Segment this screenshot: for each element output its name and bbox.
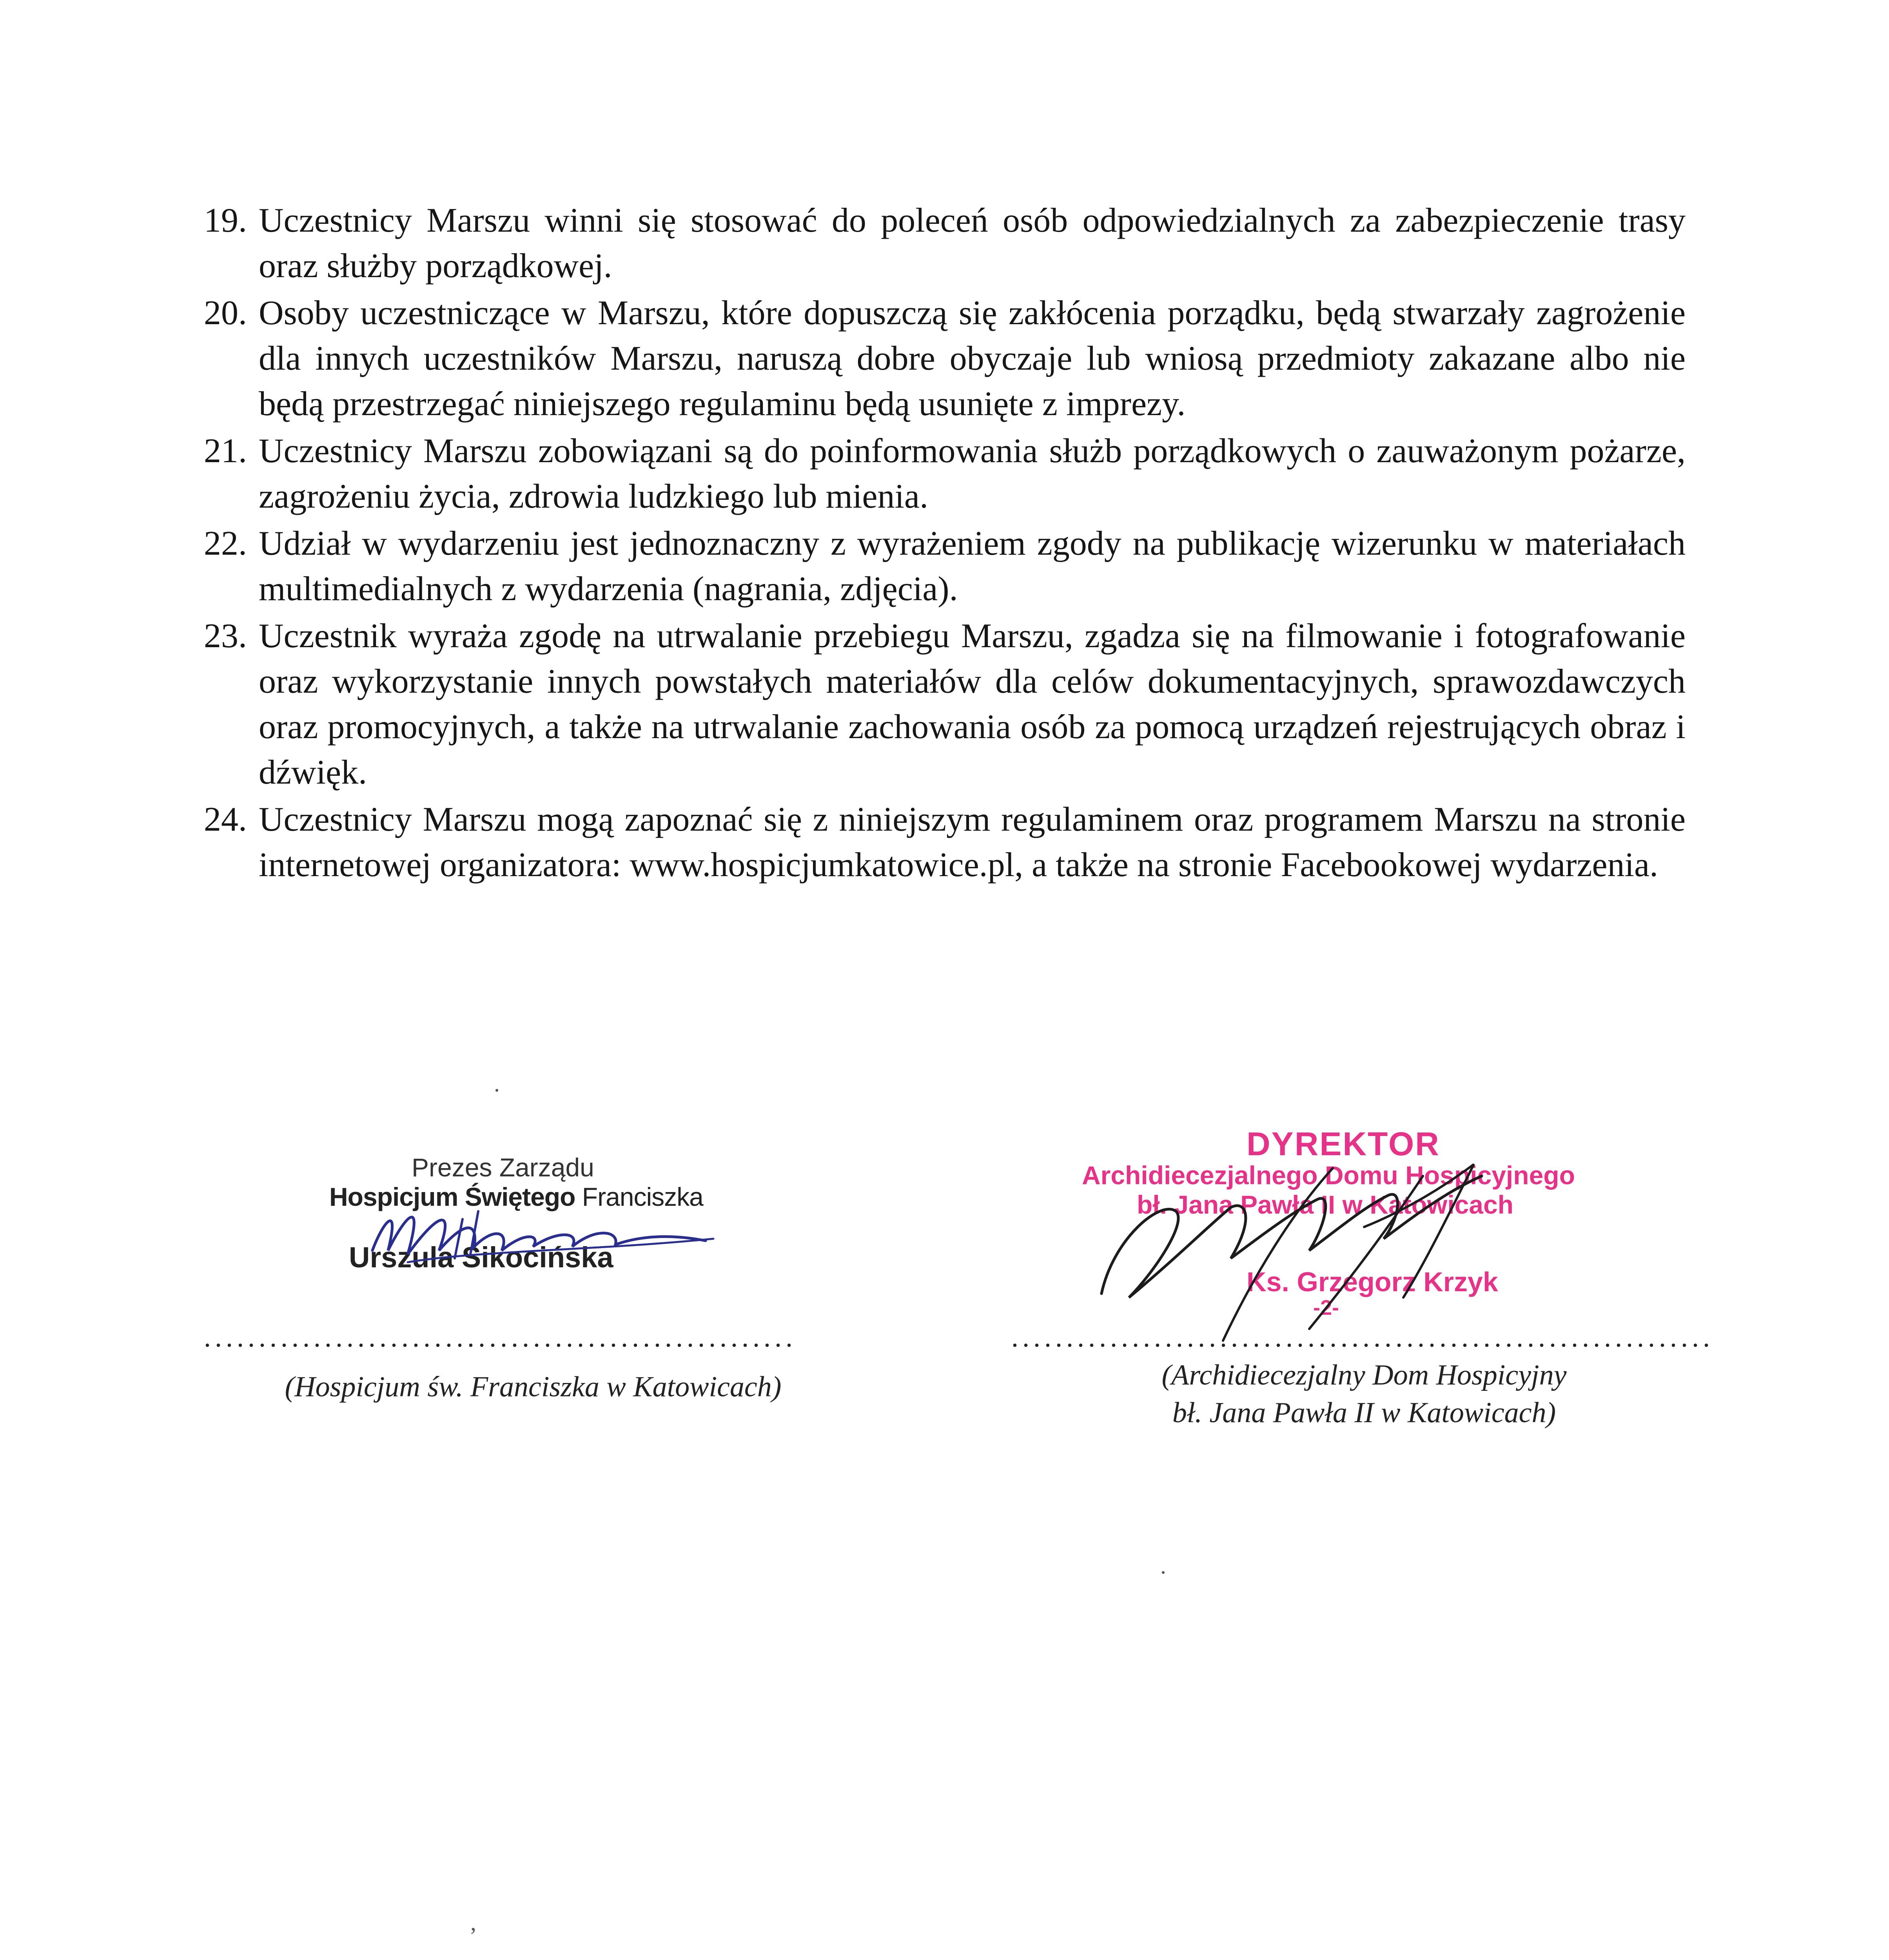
right-signature-caption xyxy=(1051,1356,1678,1432)
rule-text: Udział w wydarzeniu jest jednoznaczny z wyrażeniem zgody na publikację wizerunku w materiałach multimedialnych z wydarzenia (nagrania, zdjęcia). xyxy=(259,524,1686,608)
left-stamp-name: Urszula Sikocińska xyxy=(349,1241,613,1274)
scan-speck: , xyxy=(470,1909,476,1935)
rule-item xyxy=(204,198,1686,289)
left-signature-block xyxy=(204,1133,870,1439)
rule-number: 20. xyxy=(204,294,247,332)
left-signature-line: ...................................................... xyxy=(204,1321,797,1353)
right-stamp-title: DYREKTOR xyxy=(1247,1125,1440,1162)
scan-speck: . xyxy=(1160,1553,1166,1579)
rule-item xyxy=(204,428,1686,519)
rule-number: 24. xyxy=(204,800,247,838)
left-signature-caption: (Hospicjum św. Franciszka w Katowicach) xyxy=(285,1371,782,1403)
rule-text: Uczestnicy Marszu zobowiązani są do poinformowania służb porządkowych o zauważonym pożarze, zagrożeniu życia, zdrowia ludzkiego lub mienia. xyxy=(259,432,1686,515)
right-stamp-organization-line2: bł. Jana Pawła II w Katowicach xyxy=(1137,1190,1513,1219)
right-stamp-organization: Archidiecezjalnego Domu Hospicyjnego xyxy=(1082,1161,1575,1190)
right-caption-line2: bł. Jana Pawła II w Katowicach) xyxy=(1172,1397,1556,1429)
rule-text: Uczestnicy Marszu mogą zapoznać się z niniejszym regulaminem oraz programem Marszu na stronie internetowej organizatora: www.hospicjumkatowice.pl, a także na stronie Facebookowej wydarzenia. xyxy=(259,800,1686,884)
rules-list xyxy=(204,198,1686,889)
right-caption-line1: (Archidiecezjalny Dom Hospicyjny xyxy=(1161,1359,1567,1391)
right-signature-line: ................................................................ xyxy=(1011,1321,1714,1353)
rule-text: Osoby uczestniczące w Marszu, które dopuszczą się zakłócenia porządku, będą stwarzały zagrożenie dla innych uczestników Marszu, naruszą dobre obyczaje lub wniosą przedmioty zakazane albo nie będą przestrzegać niniejszego regulaminu będą usunięte z imprezy. xyxy=(259,294,1686,423)
rule-text: Uczestnik wyraża zgodę na utrwalanie przebiegu Marszu, zgadza się na filmowanie i fotografowanie oraz wykorzystanie innych powstałych materiałów dla celów dokumentacyjnych, sprawozdawczych oraz promocyjnych, a także na utrwalanie zachowania osób za pomocą urządzeń rejestrujących obraz i dźwięk. xyxy=(259,617,1686,791)
rule-text: Uczestnicy Marszu winni się stosować do poleceń osób odpowiedzialnych za zabezpieczenie trasy oraz służby porządkowej. xyxy=(259,201,1686,285)
left-stamp-organization-bold: Hospicjum Świętego xyxy=(329,1182,575,1211)
rule-number: 22. xyxy=(204,524,247,563)
left-handwritten-signature xyxy=(204,1133,870,1329)
rule-number: 23. xyxy=(204,617,247,655)
left-stamp-organization-light: Franciszka xyxy=(582,1182,703,1211)
right-stamp-page-number: -2- xyxy=(1313,1296,1339,1319)
left-stamp-title: Prezes Zarządu xyxy=(412,1153,594,1182)
right-handwritten-signature xyxy=(1011,1109,1701,1345)
rule-item xyxy=(204,521,1686,612)
rule-number: 21. xyxy=(204,432,247,470)
rule-item xyxy=(204,797,1686,888)
rule-item xyxy=(204,613,1686,795)
rule-number: 19. xyxy=(204,201,247,240)
rule-item xyxy=(204,290,1686,427)
right-signature-block xyxy=(1011,1109,1714,1439)
scan-speck: . xyxy=(494,1071,500,1096)
right-stamp-name: Ks. Grzegorz Krzyk xyxy=(1247,1267,1498,1297)
